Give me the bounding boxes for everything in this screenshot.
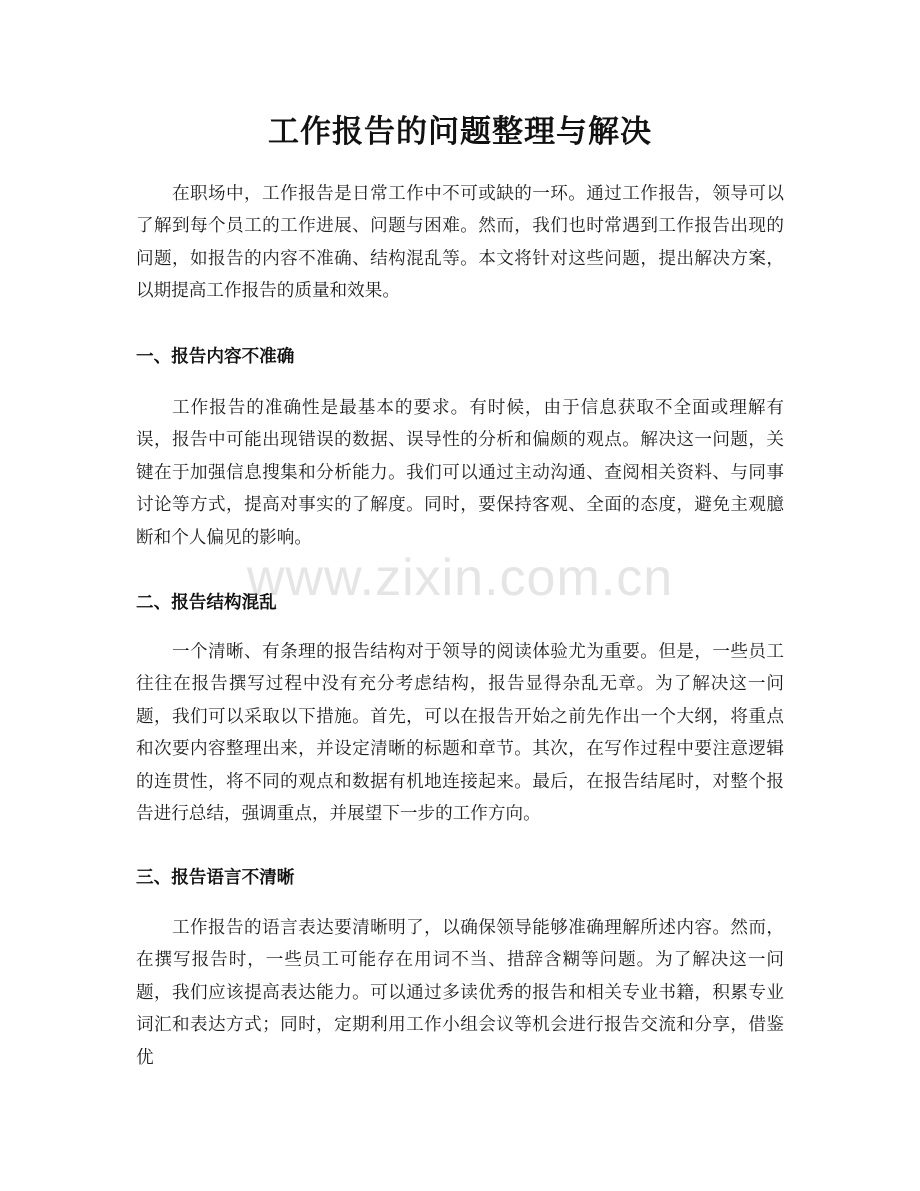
section-text-2: 一个清晰、有条理的报告结构对于领导的阅读体验尤为重要。但是，一些员工往往在报告撰写过程中没有充分考虑结构，报告显得杂乱无章。为了解决这一问题，我们可以采取以下措施。首先，可以在报告开始之前先作出一个大纲，将重点和次要内容整理出来，并设定清晰的标题和章节。其次，在写作过程中要注意逻辑的连贯性，将不同的观点和数据有机地连接起来。最后，在报告结尾时，对整个报告进行总结，强调重点，并展望下一步的工作方向。 — [136, 642, 784, 825]
intro-paragraph — [136, 178, 784, 308]
section-paragraph-3 — [136, 912, 784, 1074]
section-paragraph-1 — [136, 392, 784, 554]
section-text-3: 工作报告的语言表达要清晰明了，以确保领导能够准确理解所述内容。然而，在撰写报告时，一些员工可能存在用词不当、措辞含糊等问题。为了解决这一问题，我们应该提高表达能力。可以通过多读优秀的报告和相关专业书籍，积累专业词汇和表达方式；同时，定期利用工作小组会议等机会进行报告交流和分享，借鉴优 — [136, 918, 784, 1068]
document-title: 工作报告的问题整理与解决 — [268, 114, 652, 150]
section-heading-2: 二、报告结构混乱 — [136, 593, 277, 613]
watermark: www.zixin.com.cn — [246, 549, 674, 607]
section-text-1: 工作报告的准确性是最基本的要求。有时候，由于信息获取不全面或理解有误，报告中可能出现错误的数据、误导性的分析和偏颇的观点。解决这一问题，关键在于加强信息搜集和分析能力。我们可以通过主动沟通、查阅相关资料、与同事讨论等方式，提高对事实的了解度。同时，要保持客观、全面的态度，避免主观臆断和个人偏见的影响。 — [136, 398, 784, 548]
section-paragraph-2 — [136, 636, 784, 830]
intro-text: 在职场中，工作报告是日常工作中不可或缺的一环。通过工作报告，领导可以了解到每个员工的工作进展、问题与困难。然而，我们也时常遇到工作报告出现的问题，如报告的内容不准确、结构混乱等。本文将针对这些问题，提出解决方案，以期提高工作报告的质量和效果。 — [136, 184, 784, 302]
section-heading-1: 一、报告内容不准确 — [136, 347, 295, 367]
section-heading-3: 三、报告语言不清晰 — [136, 868, 295, 888]
